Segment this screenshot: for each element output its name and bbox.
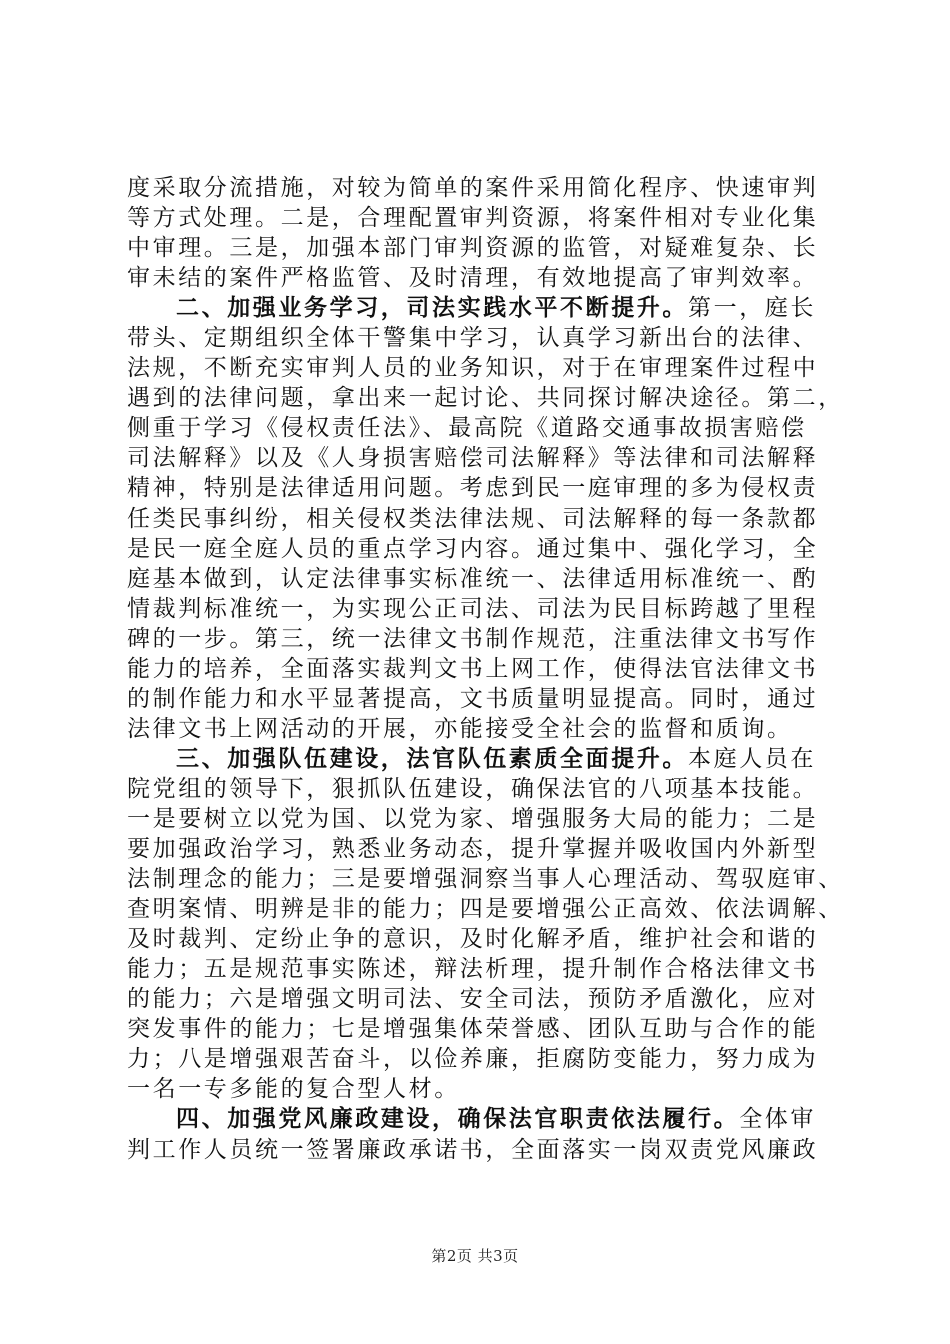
text-line: 法律文书上网活动的开展，亦能接受全社会的监督和质询。 [127, 715, 793, 742]
section-2 [127, 293, 844, 744]
section-4-first-line-text: 全体审 [739, 1106, 817, 1133]
section-4-first-line [127, 1104, 837, 1134]
section-3-heading: 三、加强队伍建设，法官队伍素质全面提升。 [176, 744, 688, 772]
section-3 [127, 744, 844, 1105]
text-line: 侧重于学习《侵权责任法》、最高院《道路交通事故损害赔偿 [127, 415, 807, 442]
text-line: 遇到的法律问题，拿出来一起讨论、共同探讨解决途径。第二， [127, 385, 844, 412]
text-line: 要加强政治学习，熟悉业务动态，提升掌握并吸收国内外新型 [127, 836, 819, 863]
text-line: 突发事件的能力；七是增强集体荣誉感、团队互助与合作的能 [127, 1016, 819, 1043]
text-line: 庭基本做到，认定法律事实标准统一、法律适用标准统一、酌 [127, 565, 819, 592]
section-4-heading: 四、加强党风廉政建设，确保法官职责依法履行。 [176, 1105, 740, 1133]
text-line: 审未结的案件严格监管、及时清理，有效地提高了审判效率。 [127, 265, 819, 292]
text-line: 任类民事纠纷，相关侵权类法律法规、司法解释的每一条款都 [127, 505, 819, 532]
text-line: 一名一专多能的复合型人材。 [127, 1076, 460, 1103]
section-3-first-line [127, 744, 837, 774]
text-line: 是民一庭全庭人员的重点学习内容。通过集中、强化学习，全 [127, 535, 819, 562]
text-line: 精神，特别是法律适用问题。考虑到民一庭审理的多为侵权责 [127, 475, 819, 502]
text-line: 带头、定期组织全体干警集中学习，认真学习新出台的法律、 [127, 325, 819, 352]
text-line: 碑的一步。第三，统一法律文书制作规范，注重法律文书写作 [127, 625, 819, 652]
text-line: 情裁判标准统一，为实现公正司法、司法为民目标跨越了里程 [127, 595, 819, 622]
text-line: 法制理念的能力；三是要增强洞察当事人心理活动、驾驭庭审、 [127, 866, 844, 893]
text-line: 能力的培养，全面落实裁判文书上网工作，使得法官法律文书 [127, 655, 819, 682]
text-line: 一是要树立以党为国、以党为家、增强服务大局的能力；二是 [127, 805, 819, 832]
text-line: 及时裁判、定纷止争的意识，及时化解矛盾，维护社会和谐的 [127, 926, 819, 953]
text-line: 度采取分流措施，对较为简单的案件采用简化程序、快速审判 [127, 175, 819, 201]
section-2-heading: 二、加强业务学习，司法实践水平不断提升。 [176, 294, 688, 322]
section-3-first-line-text: 本庭人员在 [688, 745, 816, 772]
text-line: 的制作能力和水平显著提高，文书质量明显提高。同时，通过 [127, 685, 819, 712]
section-2-first-line-text: 第一，庭长 [688, 295, 816, 322]
section-2-first-line [127, 293, 837, 323]
text-line: 等方式处理。二是，合理配置审判资源，将案件相对专业化集 [127, 205, 819, 232]
page-number-footer: 第2页 共3页 [431, 1247, 519, 1265]
text-line: 的能力；六是增强文明司法、安全司法，预防矛盾激化，应对 [127, 986, 819, 1013]
text-line: 法规，不断充实审判人员的业务知识，对于在审理案件过程中 [127, 355, 819, 382]
text-line: 查明案情、明辨是非的能力；四是要增强公正高效、依法调解、 [127, 896, 844, 923]
document-body [127, 173, 844, 1165]
paragraph-1 [127, 173, 837, 293]
text-line: 院党组的领导下，狠抓队伍建设，确保法官的八项基本技能。 [127, 775, 819, 802]
text-line: 司法解释》以及《人身损害赔偿司法解释》等法律和司法解释 [127, 445, 819, 472]
text-line: 能力；五是规范事实陈述，辩法析理，提升制作合格法律文书 [127, 956, 819, 983]
text-line: 判工作人员统一签署廉政承诺书，全面落实一岗双责党风廉政 [127, 1136, 819, 1163]
section-4 [127, 1104, 837, 1164]
text-line: 中审理。三是，加强本部门审判资源的监管，对疑难复杂、长 [127, 235, 819, 262]
text-line: 力；八是增强艰苦奋斗，以俭养廉，拒腐防变能力，努力成为 [127, 1046, 819, 1073]
